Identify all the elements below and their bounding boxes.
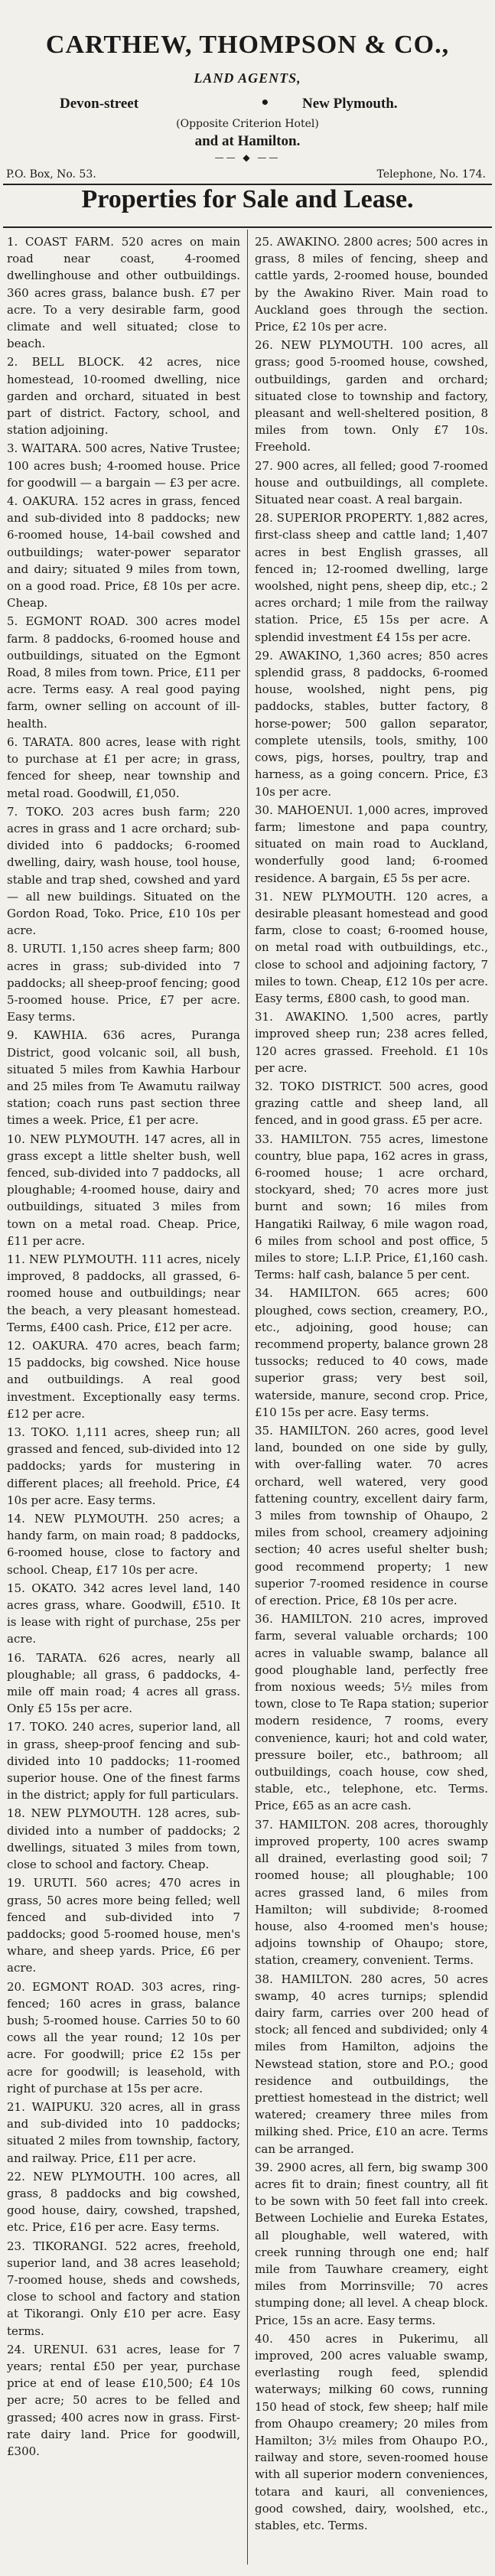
- address-note: (Opposite Criterion Hotel): [176, 118, 319, 130]
- listing-entry: 21. WAIPUKU. 320 acres, all in grass and sub-divided into 10 paddocks; situated 2 miles from township, factory, and railway. Price, £11 per acre.: [7, 2099, 240, 2165]
- telephone-number: Telephone, No. 174.: [376, 168, 486, 181]
- listing-entry: 12. OAKURA. 470 acres, beach farm; 15 paddocks, big cowshed. Nice house and outbuildings. A real good investment. Exceptionally easy terms. £12 per acre.: [7, 1339, 240, 1421]
- listing-entry: 18. NEW PLYMOUTH. 128 acres, sub-divided into a number of paddocks; 2 dwellings, situated 3 miles from town, close to school and factory. Cheap.: [7, 1806, 240, 1872]
- listing-entry: 30. MAHOENUI. 1,000 acres, improved farm; limestone and papa country, situated on main road to Auckland, wonderfully good land; 6-roomed residence. A bargain, £5 5s per acre.: [255, 803, 488, 885]
- listing-entry: 9. KAWHIA. 636 acres, Puranga District, good volcanic soil, all bush, situated 5 miles from Kawhia Harbour and 25 miles from Te Awamutu railway station; coach runs past section three times a week. Price, £1 per acre.: [7, 1028, 240, 1128]
- listing-entry: 4. OAKURA. 152 acres in grass, fenced and sub-divided into 8 paddocks; new 6-roomed house, 14-bail cowshed and outbuildings; water-power separator and dairy; situated 9 miles from town, on a good road. Price, £8 10s per acre. Cheap.: [7, 494, 240, 611]
- listing-entry: 31. AWAKINO. 1,500 acres, partly improved sheep run; 238 acres felled, 120 acres grassed. Freehold. £1 10s per acre.: [255, 1010, 488, 1075]
- listing-entry: 14. NEW PLYMOUTH. 250 acres; a handy farm, on main road; 8 paddocks, 6-roomed house, close to factory and school. Cheap, £17 10s per acre.: [7, 1512, 240, 1577]
- listings-right-column: [255, 233, 488, 2535]
- listing-entry: 19. URUTI. 560 acres; 470 acres in grass, 50 acres more being felled; well fenced and sub-divided into 7 paddocks; good 5-roomed house, men's whare, and sheep yards. Price, £6 per acre.: [7, 1876, 240, 1975]
- listing-entry: 3. WAITARA. 500 acres, Native Trustee; 100 acres bush; 4-roomed house. Price for goodwill — a bargain — £3 per acre.: [7, 441, 240, 490]
- listing-entry: 25. AWAKINO. 2800 acres; 500 acres in grass, 8 miles of fencing, sheep and cattle yards, 2-roomed house, bounded by the Awakino River. Main road to Auckland goes through the section. Price, £2 10s per acre.: [255, 235, 488, 334]
- listing-entry: 1. COAST FARM. 520 acres on main road near coast, 4-roomed dwellinghouse and other outbuildings. 360 acres grass, balance bush. £7 per acre. To a very desirable farm, good climate and well situated; close to beach.: [7, 235, 240, 351]
- listing-entry: 11. NEW PLYMOUTH. 111 acres, nicely improved, 8 paddocks, all grassed, 6-roomed house and outbuildings; near the beach, a very pleasant homestead. Terms, £400 cash. Price, £12 per acre.: [7, 1252, 240, 1334]
- listing-entry: 5. EGMONT ROAD. 300 acres model farm. 8 paddocks, 6-roomed house and outbuildings, situated on the Egmont Road, 8 miles from town. Price, £11 per acre. Terms easy. A real good paying farm, owner selling on account of ill-health.: [7, 614, 240, 731]
- listing-entry: 35. HAMILTON. 260 acres, good level land, bounded on one side by gully, with over-falling water. 70 acres orchard, well watered, very good fattening country, excellent dairy farm, 3 miles from township of Ohaupo, 2 miles from school, creamery adjoining section; 40 acres useful shelter bush; good recommend property; 1 new superior 7-roomed residence in course of erection. Price, £8 10s per acre.: [255, 1424, 488, 1608]
- column-divider: [247, 230, 248, 2565]
- listing-entry: 15. OKATO. 342 acres level land, 140 acres grass, whare. Goodwill, £510. It is lease with right of purchase, 25s per acre.: [7, 1581, 240, 1646]
- listing-entry: 17. TOKO. 240 acres, superior land, all in grass, sheep-proof fencing and sub-divided into 10 paddocks; 11-roomed superior house. One of the finest farms in the district; apply for full particulars.: [7, 1720, 240, 1803]
- listing-entry: 39. 2900 acres, all fern, big swamp 300 acres fit to drain; finest country, all fit to be sown with 50 feet fall into creek. Between Lochielie and Eureka Estates, all ploughable, well watered, with creek running through one end; half mile from Tauwhare creamery, eight miles from Morrinsville; 70 acres stumping done; all level. A cheap block. Price, 15s an acre. Easy terms.: [255, 2160, 488, 2327]
- headline-rule: [3, 226, 492, 228]
- street-address: Devon-street: [60, 96, 139, 112]
- town-address: New Plymouth.: [302, 96, 398, 112]
- firm-name: CARTHEW, THOMPSON & CO.,: [45, 31, 450, 59]
- listing-entry: 20. EGMONT ROAD. 303 acres, ring-fenced; 160 acres in grass, balance bush; 5-roomed house. Carries 50 to 60 cows all the year round; 12 10s per acre. For goodwill; price £2 15s per acre for goodwill; is leasehold, with right of purchase at 15s per acre.: [7, 1979, 240, 2096]
- listing-entry: 37. HAMILTON. 208 acres, thoroughly improved property, 100 acres swamp all drained, everlasting good soil; 7 roomed house; all ploughable; 100 acres grassed land, 6 miles from Hamilton; will subdivide; 8-roomed house, also 4-roomed men's house; adjoins township of Ohaupo; store, station, creamery, convenient. Terms.: [255, 1817, 488, 1968]
- listing-entry: 8. URUTI. 1,150 acres sheep farm; 800 acres in grass; sub-divided into 7 paddocks; all sheep-proof fencing; good 5-roomed house. Price, £7 per acre. Easy terms.: [7, 942, 240, 1024]
- listing-entry: 40. 450 acres in Pukerimu, all improved, 200 acres valuable swamp, everlasting rough feed, splendid waterways; milking 60 cows, running 150 head of stock, few sheep; half mile from Ohaupo creamery; 20 miles from Hamilton; 3½ miles from Ohaupo P.O., railway and store, seven-roomed house with all superior modern conveniences, totara and kauri, all conveniences, good cowshed, dairy, woolshed, etc., stables, etc. Terms.: [255, 2331, 488, 2533]
- listing-entry: 10. NEW PLYMOUTH. 147 acres, all in grass except a little shelter bush, well fenced, sub-divided into 7 paddocks, all ploughable; 4-roomed house, dairy and outbuildings, situated 3 miles from town on a metal road. Cheap. Price, £11 per acre.: [7, 1132, 240, 1248]
- po-box: P.O. Box, No. 53.: [6, 168, 96, 181]
- listing-entry: 29. AWAKINO, 1,360 acres; 850 acres splendid grass, 8 paddocks, 6-roomed house, woolshed, night pens, pig paddocks, stables, butter factory, 8 horse-power; 500 gallon separator, complete utensils, tools, smithy, 100 cows, pigs, horses, poultry, trap and harness, as a going concern. Price, £3 10s per acre.: [255, 648, 488, 799]
- address-separator: •: [260, 93, 270, 112]
- listing-entry: 31. NEW PLYMOUTH. 120 acres, a desirable pleasant homestead and good farm, close to coast; 6-roomed house, on metal road with outbuildings, etc., close to school and adjoining factory, 7 miles to town. Cheap, £12 10s per acre. Easy terms, £800 cash, to good man.: [255, 889, 488, 1005]
- listing-entry: 6. TARATA. 800 acres, lease with right to purchase at £1 per acre; in grass, fenced for sheep, near township and metal road. Goodwill, £1,050.: [7, 734, 240, 800]
- headline: Properties for Sale and Lease.: [81, 185, 414, 213]
- listing-entry: 13. TOKO. 1,111 acres, sheep run; all grassed and fenced, sub-divided into 12 paddocks; yards for mustering in different places; all freehold. Price, £4 10s per acre. Easy terms.: [7, 1425, 240, 1507]
- listing-entry: 38. HAMILTON. 280 acres, 50 acres swamp, 40 acres turnips; splendid dairy farm, carries over 200 head of stock; all fenced and subdivided; only 4 miles from Hamilton, adjoins the Newstead station, store and P.O.; good residence and outbuildings, the prettiest homestead in the district; well watered; creamery three miles from milking shed. Price, £10 an acre. Terms can be arranged.: [255, 1972, 488, 2156]
- ornament-divider: —— ◆ ——: [214, 152, 281, 163]
- listing-entry: 16. TARATA. 626 acres, nearly all ploughable; all grass, 6 paddocks, 4-mile off main road; 4 acres all grass. Only £5 15s per acre.: [7, 1650, 240, 1716]
- listing-entry: 34. HAMILTON. 665 acres; 600 ploughed, cows section, creamery, P.O., etc., adjoining, good house; can recommend property, balance grown 28 tussocks; reduced to 40 cows, made superior grass; very best soil, waterside, manure, second crop. Price, £10 15s per acre. Easy terms.: [255, 1286, 488, 1419]
- listing-entry: 32. TOKO DISTRICT. 500 acres, good grazing cattle and sheep land, all fenced, and in good grass. £5 per acre.: [255, 1079, 488, 1128]
- listing-entry: 36. HAMILTON. 210 acres, improved farm, several valuable orchards; 100 acres in valuable swamp, balance all good ploughable land, perfectly free from noxious weeds; 5½ miles from town, close to Te Rapa station; superior modern residence, 7 rooms, every convenience, kauri; hot and cold water, pressure boiler, etc., bathroom; all outbuildings, coach house, cow shed, stable, etc., telephone, etc. Terms. Price, £65 as an acre cash.: [255, 1612, 488, 1813]
- branch-office: and at Hamilton.: [194, 133, 301, 149]
- listing-entry: 27. 900 acres, all felled; good 7-roomed house and outbuildings, all complete. Situated near coast. A real bargain.: [255, 458, 488, 507]
- listings-left-column: [7, 233, 240, 2461]
- listing-entry: 7. TOKO. 203 acres bush farm; 220 acres in grass and 1 acre orchard; sub-divided into 6 paddocks; 6-roomed dwelling, dairy, wash house, tool house, stable and trap shed, cowshed and yard — all new buildings. Situated on the Gordon Road, Toko. Price, £10 10s per acre.: [7, 804, 240, 938]
- firm-subtitle: LAND AGENTS,: [194, 70, 301, 86]
- listing-entry: 23. TIKORANGI. 522 acres, freehold, superior land, and 38 acres leasehold; 7-roomed house, sheds and cowsheds, close to school and factory and station at Tikorangi. Only £10 per acre. Easy terms.: [7, 2239, 240, 2338]
- listing-entry: 24. URENUI. 631 acres, lease for 7 years; rental £50 per year, purchase price at end of lease £10,500; £4 10s per acre; 50 acres to be felled and grassed; 400 acres now in grass. First-rate dairy land. Price for goodwill, £300.: [7, 2342, 240, 2458]
- listing-entry: 22. NEW PLYMOUTH. 100 acres, all grass, 8 paddocks and big cowshed, good house, dairy, cowshed, trapshed, etc. Price, £16 per acre. Easy terms.: [7, 2169, 240, 2235]
- listing-entry: 26. NEW PLYMOUTH. 100 acres, all grass; good 5-roomed house, cowshed, outbuildings, garden and orchard; situated close to township and factory, pleasant and well-sheltered position, 8 miles from town. Only £7 10s. Freehold.: [255, 338, 488, 454]
- listing-entry: 33. HAMILTON. 755 acres, limestone country, blue papa, 162 acres in grass, 6-roomed house; 1 acre orchard, stockyard, shed; 70 acres more just burnt and sown; 16 miles from Hangatiki Railway, 6 mile wagon road, 6 miles from school and post office, 5 miles to store; L.I.P. Price, £1,160 cash. Terms: half cash, balance 5 per cent.: [255, 1132, 488, 1282]
- listing-entry: 28. SUPERIOR PROPERTY. 1,882 acres, first-class sheep and cattle land; 1,407 acres in best English grasses, all fenced in; 12-roomed dwelling, large woolshed, night pens, sheep dip, etc.; 2 acres orchard; 1 mile from the railway station. Price, £5 15s per acre. A splendid investment £4 15s per acre.: [255, 511, 488, 644]
- listing-entry: 2. BELL BLOCK. 42 acres, nice homestead, 10-roomed dwelling, nice garden and orchard, situated in best part of district. Factory, school, and station adjoining.: [7, 355, 240, 438]
